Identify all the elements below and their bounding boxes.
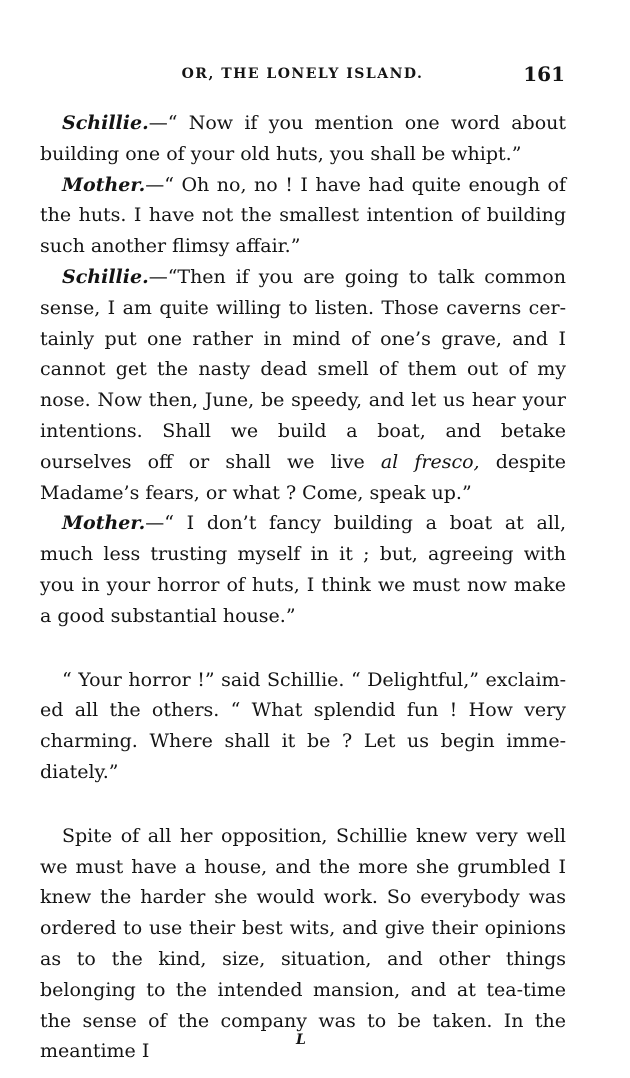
paragraph-text: despite Madame’s fears, or what ? Come, speak up.”	[40, 450, 566, 504]
paragraph-mother-1	[40, 170, 566, 262]
running-head	[40, 62, 565, 88]
paragraph-narration	[40, 821, 566, 1067]
speaker-label: Mother.	[62, 512, 146, 535]
paragraph-text: —“ I don’t fancy building a boat at all, much less trusting myself in it ; but, agreeing with you in your horror of huts, I think we must now make a good substantial house.”	[40, 512, 566, 627]
paragraph-text: —“ Now if you mention one word about building one of your old huts, you shall be whipt.”	[40, 112, 566, 165]
running-title: OR, THE LONELY ISLAND.	[181, 66, 424, 82]
speaker-label: Schillie.	[62, 265, 149, 288]
page-number: 161	[523, 62, 565, 86]
body-text	[40, 108, 566, 1067]
paragraph-text: —“ Oh no, no ! I have had quite enough of the huts. I have not the smallest intention of building such another flimsy affair.”	[40, 173, 566, 258]
emphasis-text: al fresco,	[380, 450, 480, 473]
paragraph-reaction	[40, 665, 566, 788]
paragraph-text: —“Then if you are going to talk common sense, I am quite willing to listen. Those caverns certainly put one rather in mind of one’s grave, and I cannot get the nasty dead smell of them out of my nose. Now then, June, be speedy, and let us hear your intentions. Shall we build a boat, and betake ourselves off or shall we live	[40, 265, 566, 473]
paragraph-text: “ Your horror !” said Schillie. “ Delightful,” exclaimed all the others. “ What splendid fun ! How very charming. Where shall it be ? Let us begin immediately.”	[40, 668, 566, 783]
paragraph-text: Spite of all her opposition, Schillie knew very well we must have a house, and the more she grumbled I knew the harder she would work. So everybody was ordered to use their best wits, and give their opinions as to the kind, size, situation, and other things belonging to the intended mansion, and at tea-time the sense of the company was to be taken. In the meantime I	[40, 824, 566, 1063]
speaker-label: Mother.	[62, 173, 146, 196]
signature-mark: L	[296, 1032, 306, 1048]
paragraph-schillie-2	[40, 262, 566, 508]
speaker-label: Schillie.	[62, 112, 149, 134]
paragraph-schillie-1	[40, 108, 566, 170]
paragraph-mother-2	[40, 508, 566, 631]
